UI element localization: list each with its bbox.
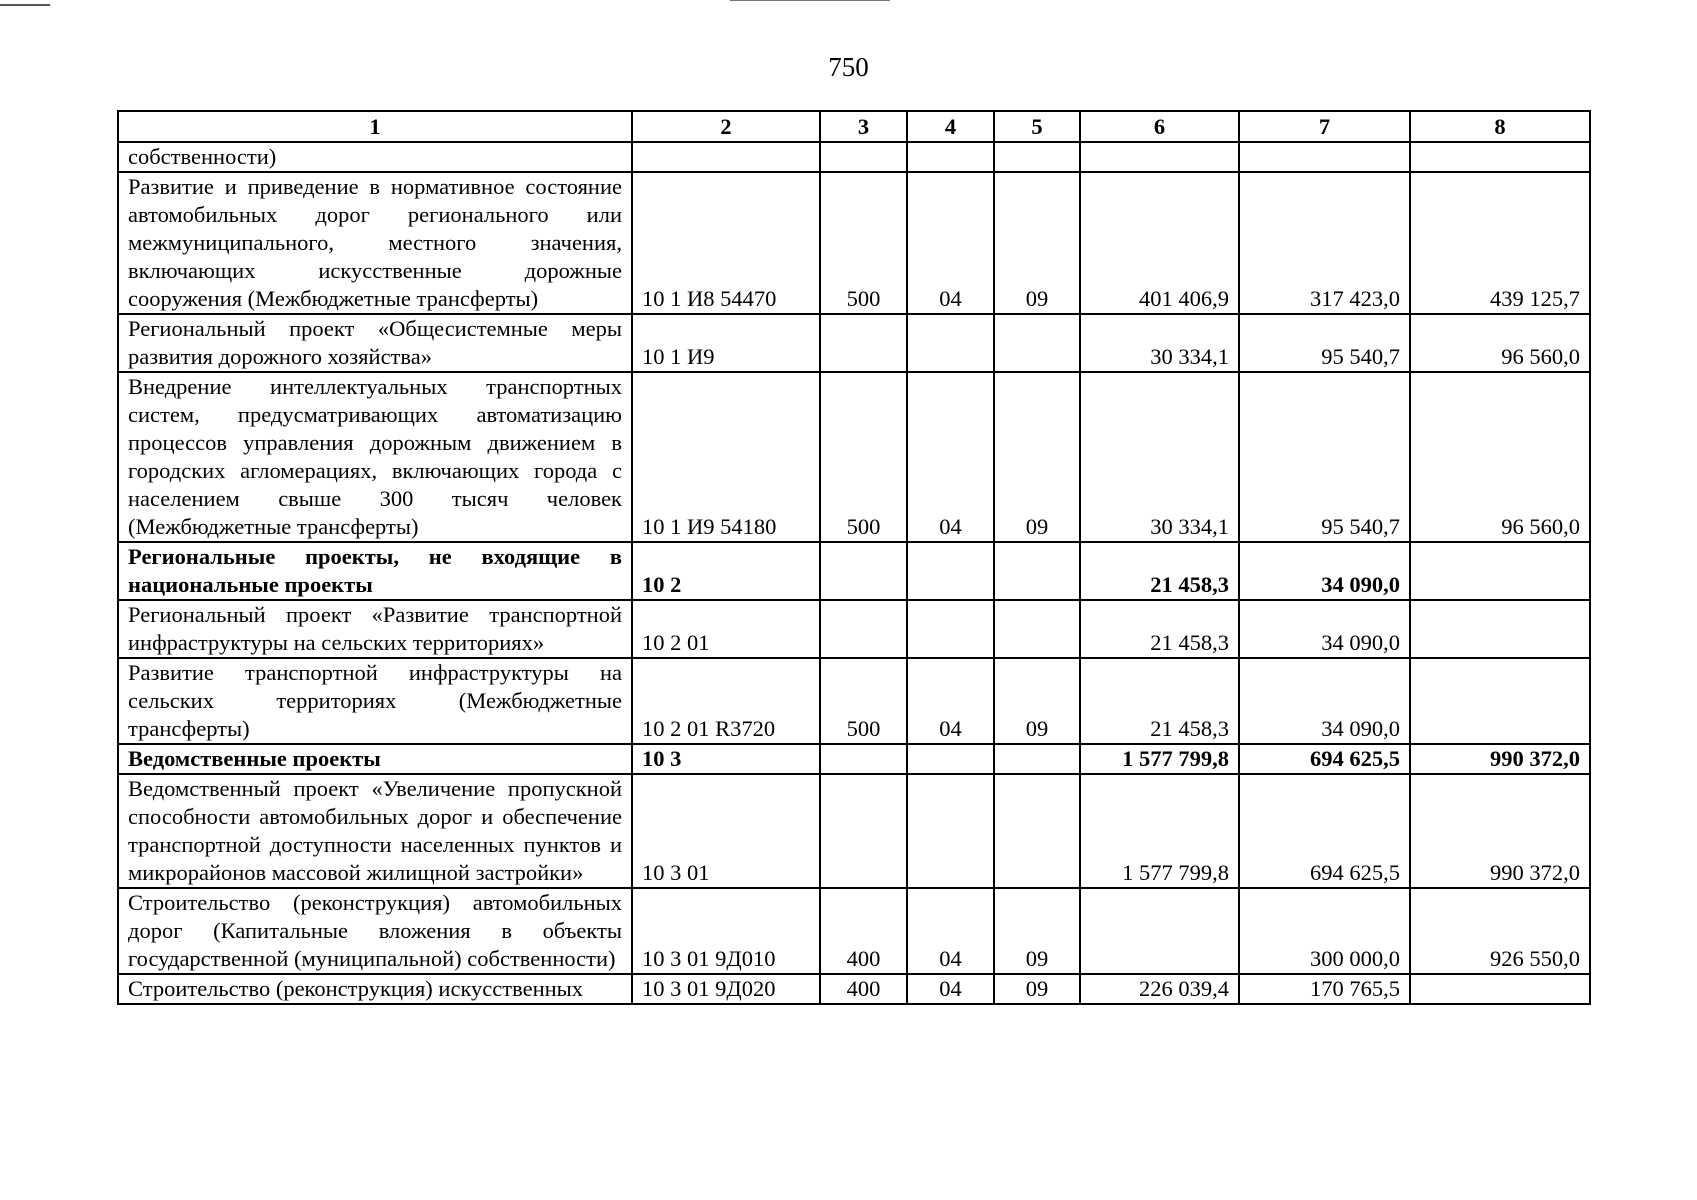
subsection-cell	[994, 774, 1080, 888]
column-header: 6	[1080, 111, 1239, 142]
amount-col8-cell: 96 560,0	[1410, 314, 1590, 372]
section-cell	[907, 542, 994, 600]
expense-type-cell	[820, 600, 907, 658]
column-header: 4	[907, 111, 994, 142]
item-name-cell: Региональные проекты, не входящие в национальные проекты	[118, 542, 632, 600]
column-header: 1	[118, 111, 632, 142]
target-code-cell: 10 1 И9 54180	[632, 372, 820, 542]
column-header: 7	[1239, 111, 1410, 142]
section-cell: 04	[907, 372, 994, 542]
amount-col6-cell: 30 334,1	[1080, 314, 1239, 372]
section-cell: 04	[907, 974, 994, 1004]
amount-col8-cell	[1410, 542, 1590, 600]
section-cell	[907, 142, 994, 172]
table-row	[118, 774, 1590, 888]
expense-type-cell: 500	[820, 172, 907, 314]
item-name-cell: Развитие и приведение в нормативное состояние автомобильных дорог регионального или межмуниципального, местного значения, включающих искусственные дорожные сооружения (Межбюджетные трансферты)	[118, 172, 632, 314]
expense-type-cell	[820, 542, 907, 600]
expense-type-cell: 500	[820, 658, 907, 744]
amount-col8-cell	[1410, 658, 1590, 744]
table-row	[118, 542, 1590, 600]
section-cell: 04	[907, 172, 994, 314]
amount-col8-cell	[1410, 974, 1590, 1004]
amount-col8-cell: 96 560,0	[1410, 372, 1590, 542]
table-row	[118, 314, 1590, 372]
item-name-cell: Строительство (реконструкция) искусственных	[118, 974, 632, 1004]
target-code-cell: 10 1 И9	[632, 314, 820, 372]
subsection-cell	[994, 744, 1080, 774]
amount-col6-cell: 21 458,3	[1080, 600, 1239, 658]
expense-type-cell	[820, 142, 907, 172]
item-name-cell: Ведомственный проект «Увеличение пропускной способности автомобильных дорог и обеспечение транспортной доступности населенных пунктов и микрорайонов массовой жилищной застройки»	[118, 774, 632, 888]
item-name-cell: Региональный проект «Общесистемные меры развития дорожного хозяйства»	[118, 314, 632, 372]
amount-col8-cell: 439 125,7	[1410, 172, 1590, 314]
target-code-cell: 10 3 01 9Д020	[632, 974, 820, 1004]
scan-edge-mark-top	[730, 0, 890, 1]
amount-col8-cell: 990 372,0	[1410, 744, 1590, 774]
amount-col7-cell: 95 540,7	[1239, 372, 1410, 542]
amount-col6-cell: 21 458,3	[1080, 542, 1239, 600]
target-code-cell: 10 1 И8 54470	[632, 172, 820, 314]
item-name-cell: Внедрение интеллектуальных транспортных систем, предусматривающих автоматизацию процессов управления дорожным движением в городских агломерациях, включающих города с населением свыше 300 тысяч человек (Межбюджетные трансферты)	[118, 372, 632, 542]
subsection-cell	[994, 142, 1080, 172]
item-name-cell: Строительство (реконструкция) автомобильных дорог (Капитальные вложения в объекты государственной (муниципальной) собственности)	[118, 888, 632, 974]
amount-col6-cell: 1 577 799,8	[1080, 774, 1239, 888]
table-body	[118, 142, 1590, 1004]
amount-col7-cell: 317 423,0	[1239, 172, 1410, 314]
amount-col8-cell: 990 372,0	[1410, 774, 1590, 888]
column-header: 2	[632, 111, 820, 142]
target-code-cell: 10 2 01 R3720	[632, 658, 820, 744]
section-cell	[907, 744, 994, 774]
subsection-cell: 09	[994, 658, 1080, 744]
amount-col8-cell	[1410, 142, 1590, 172]
column-header: 5	[994, 111, 1080, 142]
subsection-cell: 09	[994, 172, 1080, 314]
amount-col7-cell: 170 765,5	[1239, 974, 1410, 1004]
table-row	[118, 372, 1590, 542]
table-row	[118, 658, 1590, 744]
target-code-cell	[632, 142, 820, 172]
amount-col6-cell: 21 458,3	[1080, 658, 1239, 744]
expense-type-cell	[820, 774, 907, 888]
amount-col7-cell: 694 625,5	[1239, 774, 1410, 888]
section-cell	[907, 600, 994, 658]
expense-type-cell	[820, 744, 907, 774]
expense-type-cell	[820, 314, 907, 372]
target-code-cell: 10 3	[632, 744, 820, 774]
expense-type-cell: 400	[820, 974, 907, 1004]
item-name-cell: Развитие транспортной инфраструктуры на сельских территориях (Межбюджетные трансферты)	[118, 658, 632, 744]
amount-col7-cell: 300 000,0	[1239, 888, 1410, 974]
item-name-cell: Региональный проект «Развитие транспортной инфраструктуры на сельских территориях»	[118, 600, 632, 658]
subsection-cell: 09	[994, 372, 1080, 542]
target-code-cell: 10 2 01	[632, 600, 820, 658]
item-name-cell: Ведомственные проекты	[118, 744, 632, 774]
amount-col6-cell	[1080, 888, 1239, 974]
amount-col6-cell	[1080, 142, 1239, 172]
item-name-cell: собственности)	[118, 142, 632, 172]
section-cell: 04	[907, 888, 994, 974]
table-row	[118, 974, 1590, 1004]
target-code-cell: 10 3 01	[632, 774, 820, 888]
amount-col7-cell: 694 625,5	[1239, 744, 1410, 774]
page-number: 750	[828, 52, 869, 82]
expense-type-cell: 400	[820, 888, 907, 974]
scan-edge-mark-left	[0, 4, 50, 6]
column-number-row	[118, 111, 1590, 142]
table-row	[118, 142, 1590, 172]
section-cell	[907, 774, 994, 888]
amount-col8-cell	[1410, 600, 1590, 658]
section-cell	[907, 314, 994, 372]
budget-table	[117, 110, 1591, 1005]
subsection-cell: 09	[994, 888, 1080, 974]
amount-col8-cell: 926 550,0	[1410, 888, 1590, 974]
section-cell: 04	[907, 658, 994, 744]
column-header: 3	[820, 111, 907, 142]
subsection-cell: 09	[994, 974, 1080, 1004]
amount-col6-cell: 1 577 799,8	[1080, 744, 1239, 774]
subsection-cell	[994, 314, 1080, 372]
amount-col6-cell: 226 039,4	[1080, 974, 1239, 1004]
amount-col6-cell: 401 406,9	[1080, 172, 1239, 314]
table-row	[118, 600, 1590, 658]
subsection-cell	[994, 600, 1080, 658]
table-row	[118, 888, 1590, 974]
target-code-cell: 10 2	[632, 542, 820, 600]
amount-col7-cell	[1239, 142, 1410, 172]
expense-type-cell: 500	[820, 372, 907, 542]
amount-col7-cell: 34 090,0	[1239, 600, 1410, 658]
amount-col7-cell: 34 090,0	[1239, 658, 1410, 744]
amount-col7-cell: 34 090,0	[1239, 542, 1410, 600]
amount-col6-cell: 30 334,1	[1080, 372, 1239, 542]
table-row	[118, 172, 1590, 314]
table-row	[118, 744, 1590, 774]
column-header: 8	[1410, 111, 1590, 142]
amount-col7-cell: 95 540,7	[1239, 314, 1410, 372]
target-code-cell: 10 3 01 9Д010	[632, 888, 820, 974]
subsection-cell	[994, 542, 1080, 600]
